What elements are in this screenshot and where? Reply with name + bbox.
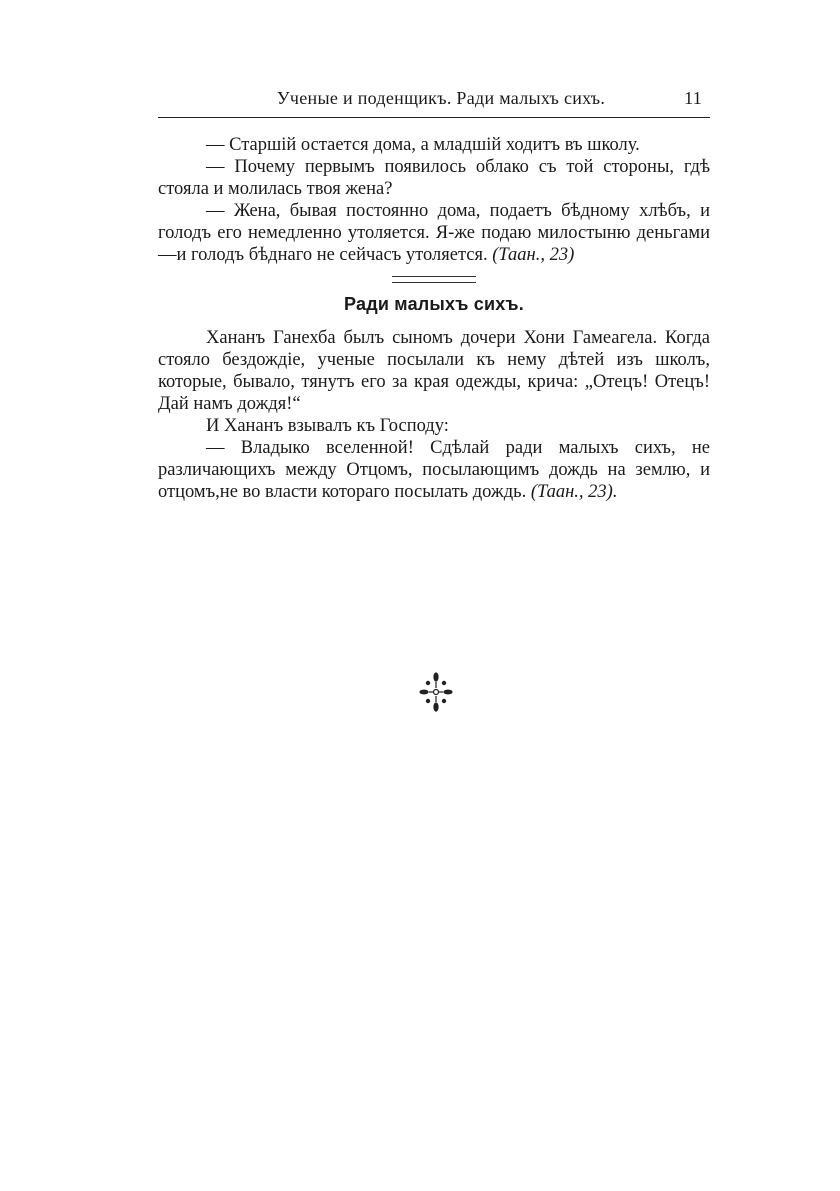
- paragraph-text: И Хананъ взывалъ къ Господу:: [206, 416, 449, 436]
- paragraph-text: — Почему первымъ появилось облако съ той стороны, гдѣ стояла и молилась твоя жена?: [158, 157, 710, 199]
- page-number: 11: [684, 88, 702, 108]
- paragraph-text: — Старшій остается дома, а младшій ходитъ въ школу.: [206, 135, 640, 155]
- paragraph: [158, 156, 710, 200]
- paragraph-text: Хананъ Ганехба былъ сыномъ дочери Хони Гамеагела. Когда стояло бездождіе, ученые посылали къ нему дѣтей изъ школъ, которые, бывало, тянутъ его за края одежды, крича: „Отецъ! Отецъ! Дай намъ дождя!“: [158, 328, 710, 414]
- citation: (Таан., 23): [492, 245, 575, 265]
- section-title: Ради малыхъ сихъ.: [344, 294, 524, 314]
- running-head: [158, 88, 710, 109]
- body-text: [158, 134, 710, 503]
- paragraph: [158, 327, 710, 415]
- paragraph: [158, 200, 710, 266]
- paragraph-text: — Жена, бывая постоянно дома, подаетъ бѣдному хлѣбъ, и голодъ его немедленно утоляется. Я-же подаю милостыню деньгами—и голодъ бѣднаго не сейчасъ утоляется.: [158, 201, 710, 265]
- paragraph: [158, 437, 710, 503]
- section-separator: [392, 276, 476, 283]
- header-rule: [158, 117, 710, 118]
- paragraph-text: — Владыко вселенной! Сдѣлай ради малыхъ сихъ, не различающихъ между Отцомъ, посылающимъ дождь на землю, и отцомъ,не во власти котораго посылать дождь.: [158, 438, 710, 502]
- paragraph: [158, 134, 710, 156]
- running-title: Ученые и поденщикъ. Ради малыхъ сихъ.: [276, 88, 606, 108]
- paragraph: [158, 415, 710, 437]
- citation: (Таан., 23).: [530, 482, 618, 502]
- floral-ornament-icon: [418, 670, 454, 714]
